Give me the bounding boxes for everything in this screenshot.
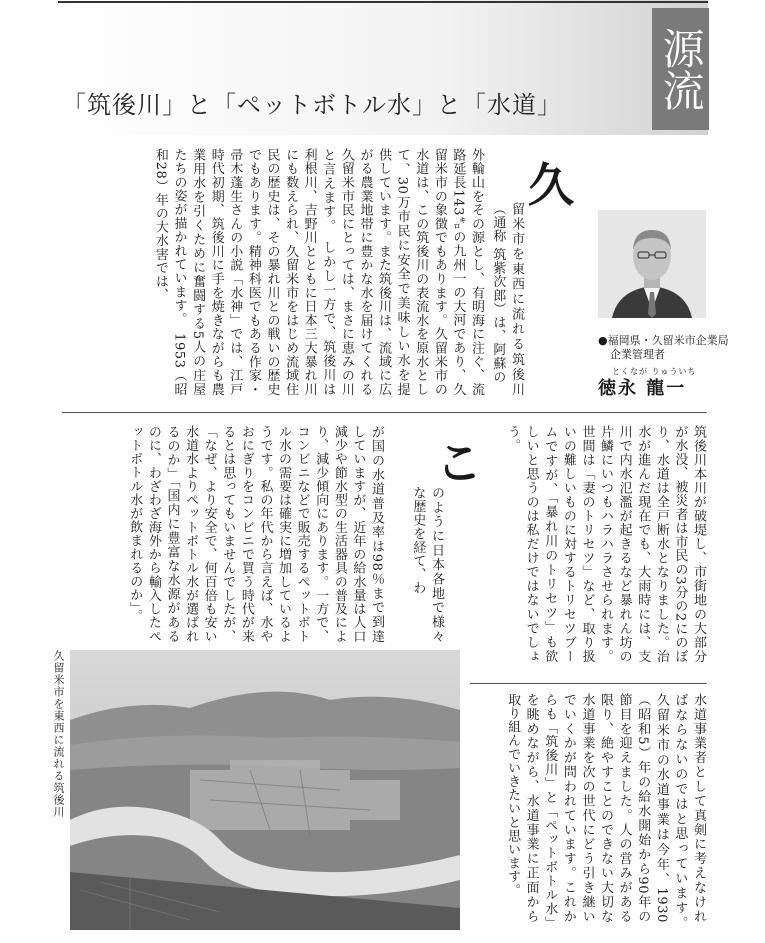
author-title: 企業管理者 — [610, 348, 665, 361]
paragraph-3-head: のように日本各地で様々な歴史を経て、わ — [410, 486, 444, 643]
section-badge — [652, 8, 709, 130]
author-name-ruby: とくなが りゅういち — [612, 367, 697, 376]
section-badge-text: 源流 — [656, 27, 706, 111]
section-divider — [62, 412, 707, 413]
article-title: 「筑後川」と「ペットボトル水」と「水道」 — [62, 91, 562, 119]
author-affiliation — [598, 334, 738, 362]
paragraph-3: が国の水道普及率は98％まで到達していますが、近年の給水量は人口減少や節水型の生活器具の普及により、減少傾向にあります。一方で、コンビニなどで販売するペットボトル水の需要は確実に増加しているようです。私の年代から言えば、水やおにぎりをコンビニで買う時代が来るとは思ってもいませんでしたが、「なぜ、より安全で、何百倍も安い水道水よりペットボトル水が選ばれるのか」「国内に豊富な水源があるのに、わざわざ海外から輸入したペットボトル水が飲まれるのか」。 — [127, 425, 384, 643]
dropcap-ku: 久 — [528, 158, 574, 212]
paragraph-2: 筑後川本川が破堤し、市街地の大部分が水没、被災者は市民の3分の2にのぼり、水道は全戸断水となりました。治水が進んだ現在でも、大雨時には、支川で内水氾濫が起きるなど暴れん坊の片鱗にいつもハラハラさせられます。世間は「妻のトリセツ」など、取り扱いの難しいものに対するトリセツブームですが、「暴れ川のトリセツ」も欲しいと思うのは私だけではないでしょう。 — [505, 425, 706, 663]
author-org: ●福岡県・久留米市企業局 — [598, 334, 729, 347]
paragraph-4: 水道事業者として真剣に考えなければならないのではと思っています。 久留米市の水道事業は今年、1930（昭和5）年の給水開始から90年の節目を迎えました。人の営みがある限り、絶やすことのできない大切な水道事業を次の世代にどう引き継いでいくかが問われています。これからも「筑後川」と「ペットボトル水」を眺めながら、水道事業に正面から取り組んでいきたいと思います。 — [505, 693, 706, 937]
paragraph-1-head: 留米市を東西に流れる筑後川（通称 筑紫次郎）は、阿蘇の — [490, 202, 524, 396]
author-portrait — [598, 210, 706, 318]
author-name: 徳永 龍一 — [598, 378, 687, 399]
section-divider-2 — [470, 683, 707, 684]
dropcap-ko: こ — [436, 436, 482, 490]
top-rule — [58, 1, 708, 3]
aerial-photo — [70, 650, 460, 930]
paragraph-1: 外輪山をその源とし、有明海に注ぐ、流路延長143㌔の九州一の大河であり、久留米市の象徴でもあります。久留米市の水道は、この筑後川の表流水を原水として、30万市民に安全で美味しい水を提供しています。また筑後川は、流域に広がる農業地帯に豊かな水を届けてくれる久留米市民にとっては、まさに恵みの川と言えます。 しかし一方で、筑後川は利根川、吉野川とともに日本三大暴れ川にも数えられ、久留米市をはじめ流域住民の歴史は、その暴れ川との戦いの歴史でもあります。精神科医でもある作家・帚木蓬生さんの小説「水神」では、江戸時代初期、筑後川に手を焼きながらも農業用水を引くために奮闘する5人の庄屋たちの姿が描かれています。 1953（昭和28）年の大水害では、 — [152, 148, 484, 396]
photo-caption: 久留米市を東西に流れる筑後川 — [52, 650, 65, 818]
